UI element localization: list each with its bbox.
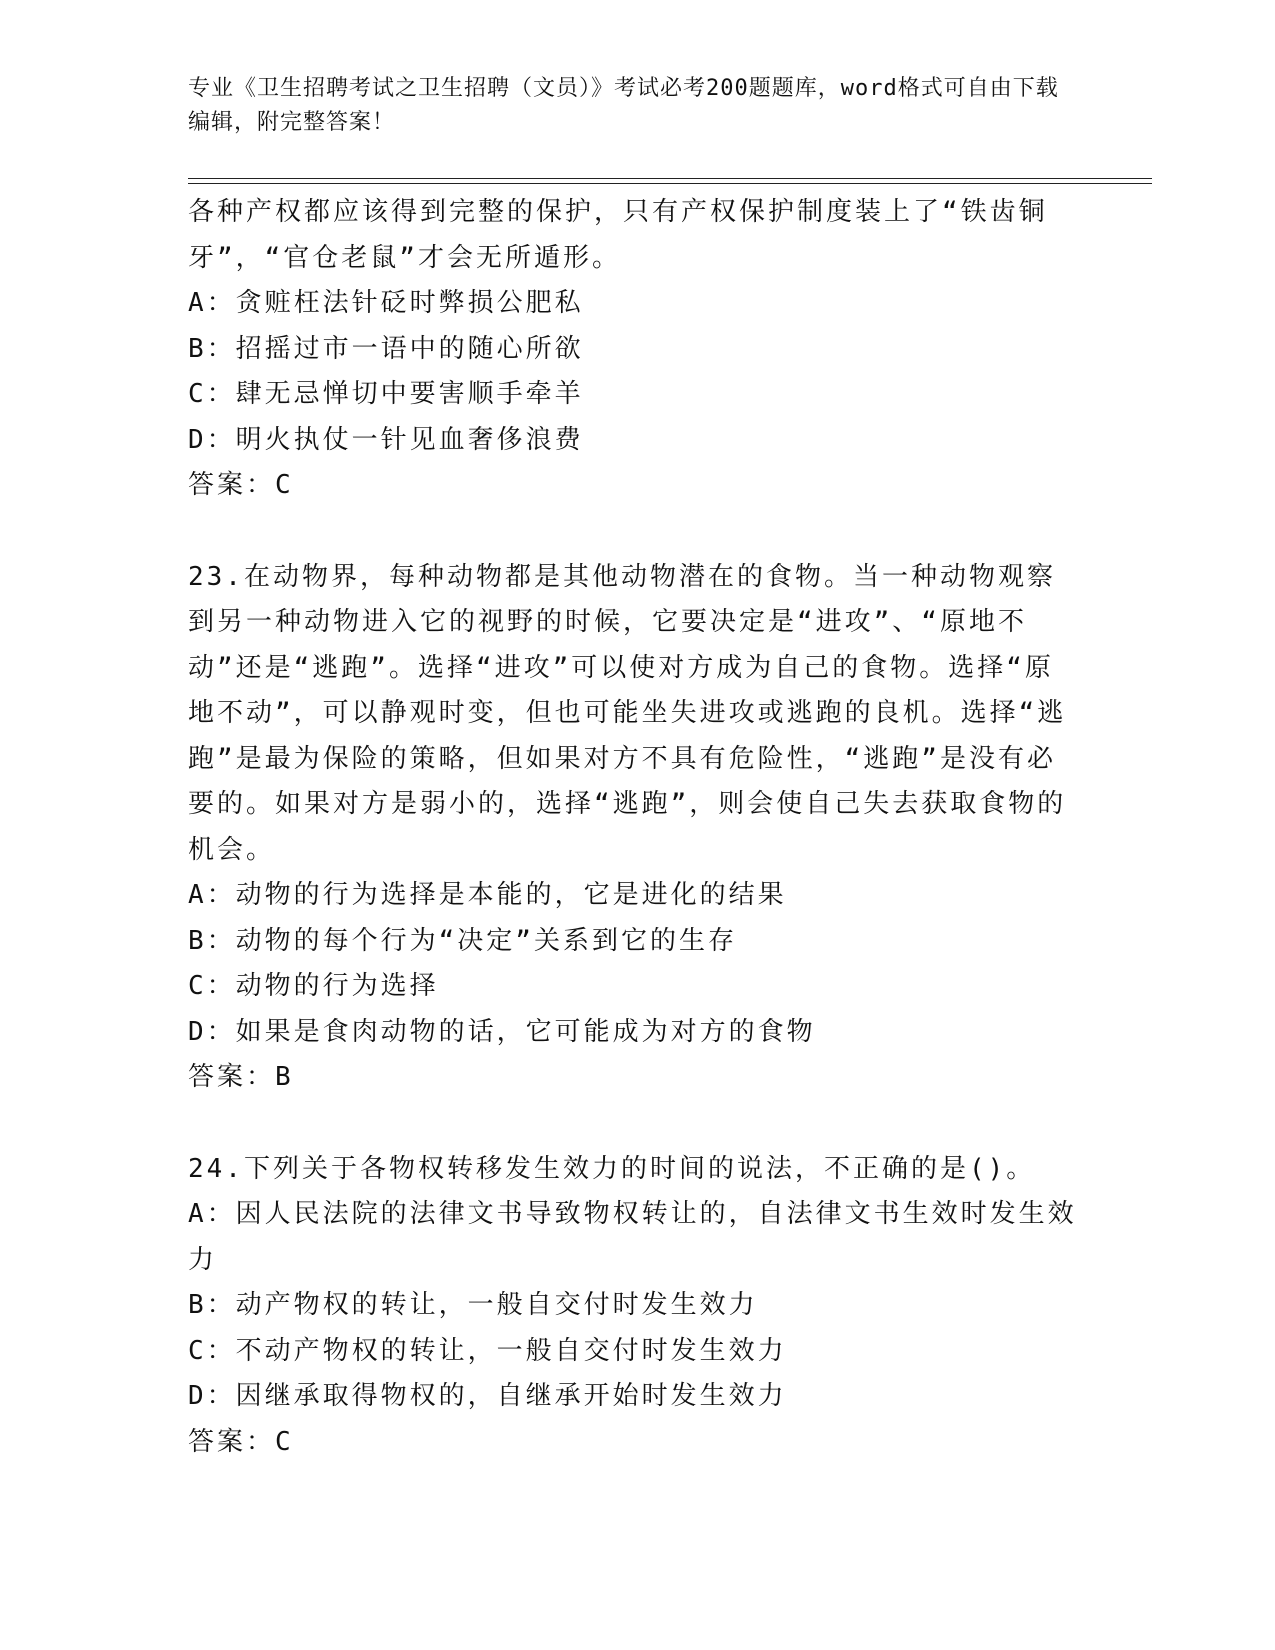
option-c: C：不动产物权的转让，一般自交付时发生效力	[188, 1335, 787, 1366]
answer: 答案：C	[188, 1426, 294, 1457]
question-24	[188, 1147, 1078, 1466]
spacer	[188, 509, 1078, 555]
header-divider-top	[188, 178, 1152, 179]
option-b: B：招摇过市一语中的随心所欲	[188, 333, 584, 364]
option-a: A：动物的行为选择是本能的，它是进化的结果	[188, 880, 787, 910]
option-d: D：明火执仗一针见血奢侈浪费	[188, 424, 584, 455]
option-c: C：动物的行为选择	[188, 971, 439, 1001]
answer: 答案：C	[188, 470, 294, 500]
question-stem: 24.下列关于各物权转移发生效力的时间的说法，不正确的是()。	[188, 1153, 1036, 1184]
document-header	[188, 72, 1068, 140]
option-c: C：肆无忌惮切中要害顺手牵羊	[188, 379, 584, 409]
option-a: A：因人民法院的法律文书导致物权转让的，自法律文书生效时发生效力	[188, 1199, 1077, 1275]
option-d: D：如果是食肉动物的话，它可能成为对方的食物	[188, 1016, 816, 1047]
question-stem: 各种产权都应该得到完整的保护，只有产权保护制度装上了“铁齿铜牙”，“官仓老鼠”才会无所遁形。	[188, 197, 1048, 273]
question-23	[188, 555, 1078, 1101]
option-d: D：因继承取得物权的，自继承开始时发生效力	[188, 1381, 787, 1411]
document-title: 专业《卫生招聘考试之卫生招聘（文员）》考试必考200题题库，word格式可自由下载编辑，附完整答案！	[188, 76, 1059, 135]
header-divider-bottom	[188, 183, 1152, 184]
spacer	[188, 1101, 1078, 1147]
question-22	[188, 190, 1078, 509]
option-b: B：动物的每个行为“决定”关系到它的生存	[188, 925, 737, 956]
question-content	[188, 190, 1078, 1465]
answer: 答案：B	[188, 1062, 294, 1092]
option-a: A：贪赃枉法针砭时弊损公肥私	[188, 288, 584, 318]
option-b: B：动产物权的转让，一般自交付时发生效力	[188, 1290, 758, 1320]
question-stem: 23.在动物界，每种动物都是其他动物潜在的食物。当一种动物观察到另一种动物进入它的视野的时候，它要决定是“进攻”、“原地不动”还是“逃跑”。选择“进攻”可以使对方成为自己的食物。选择“原地不动”，可以静观时变，但也可能坐失进攻或逃跑的良机。选择“逃跑”是最为保险的策略，但如果对方不具有危险性，“逃跑”是没有必要的。如果对方是弱小的，选择“逃跑”，则会使自己失去获取食物的机会。	[188, 561, 1067, 865]
